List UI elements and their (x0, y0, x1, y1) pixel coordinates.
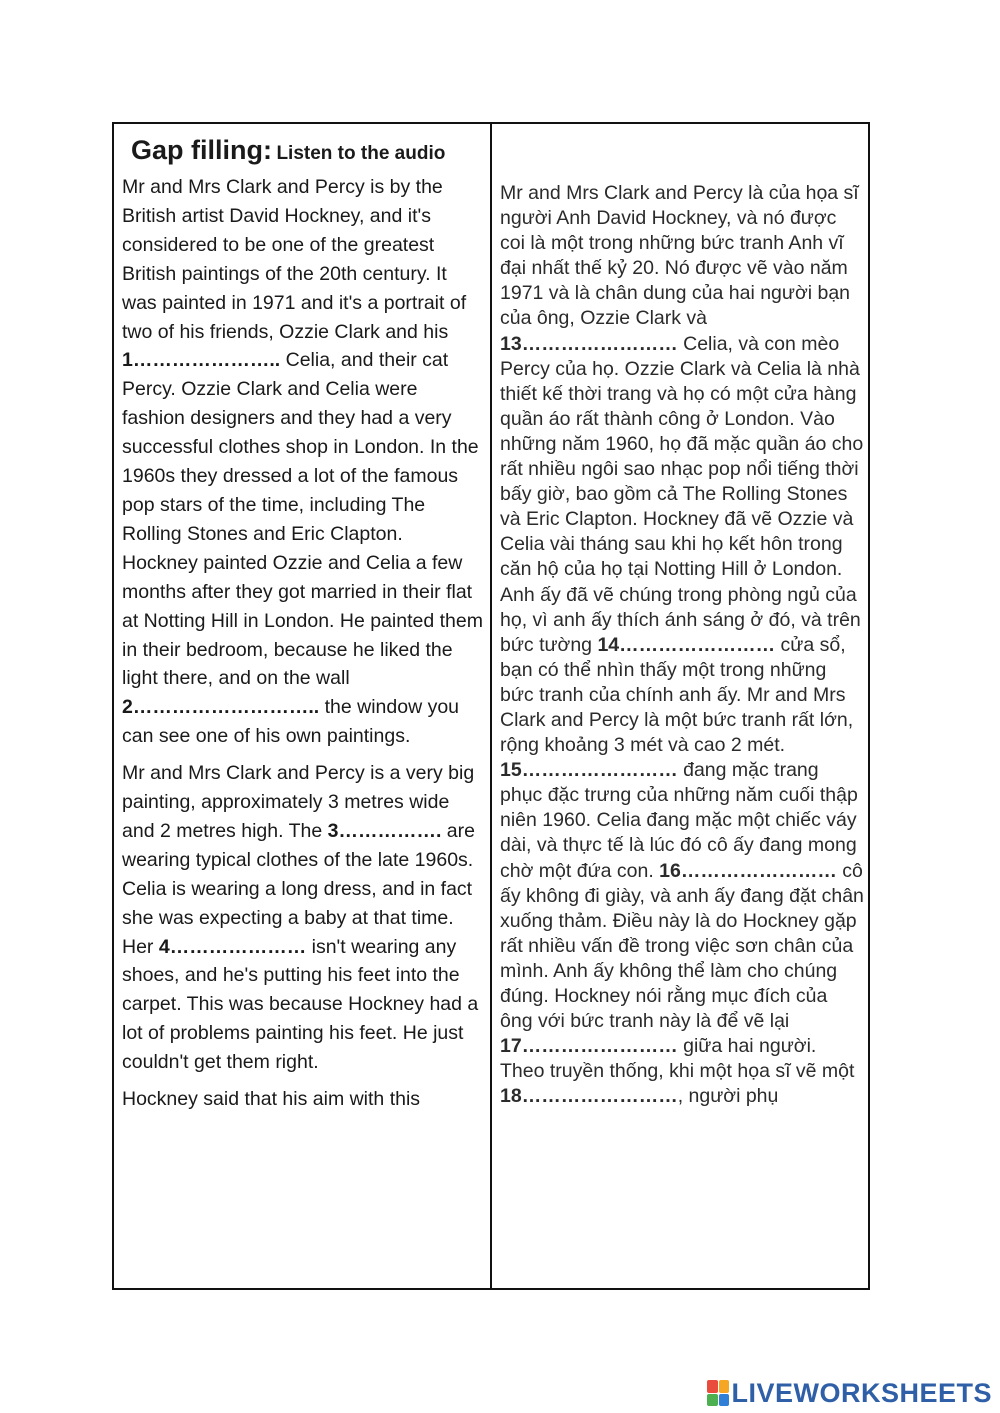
text-segment: Mr and Mrs Clark and Percy is a very big painting, approximately 3 metres wide and 2 metres high. The (122, 762, 475, 842)
logo-badge-icon (707, 1380, 729, 1406)
english-column (114, 124, 492, 1288)
worksheet-title (131, 134, 484, 171)
vietnamese-column (492, 124, 868, 1288)
text-segment: are wearing typical clothes of the late 1960s. Celia is wearing a long dress, and in fact she was expecting a baby at that time. Her (122, 819, 475, 958)
logo-text: LIVEWORKSHEETS (731, 1377, 992, 1408)
vietnamese-paragraph (500, 181, 864, 1109)
gap-2[interactable]: 2……………………….. (122, 696, 320, 719)
gap-3[interactable]: 3……………. (327, 819, 442, 842)
gap-16[interactable]: 16…………………… (659, 859, 837, 882)
text-segment: the window you can see one of his own paintings. (122, 696, 460, 748)
english-paragraph-2 (122, 759, 484, 1077)
english-paragraph-1 (122, 173, 484, 751)
gap-4[interactable]: 4………………… (158, 935, 307, 958)
text-segment: Celia, and their cat Percy. Ozzie Clark and Celia were fashion designers and they had a very successful clothes shop in London. In the 1960s they dressed a lot of the famous pop stars of the time, including The Rolling Stones and Eric Clapton. Hockney painted Ozzie and Celia a few months after they got married in their flat at Notting Hill in London. He painted them in their bedroom, because he liked the light there, and on the wall (122, 349, 483, 690)
text-segment: giữa hai người. Theo truyền thống, khi một họa sĩ vẽ một (500, 1035, 855, 1083)
gap-1[interactable]: 1………………….. (122, 349, 281, 372)
badge-block (707, 1380, 718, 1393)
badge-block (719, 1380, 730, 1393)
text-segment: isn't wearing any shoes, and he's putting his feet into the carpet. This was because Hockney had a lot of problems painting his feet. He just couldn't get them right. (122, 935, 479, 1074)
title-main: Gap filling: (131, 135, 272, 165)
gap-13[interactable]: 13…………………… (500, 332, 678, 355)
badge-block (707, 1394, 718, 1407)
text-segment: đang mặc trang phục đặc trưng của những năm cuối thập niên 1960. Celia đang mặc một chiếc váy dài, và thực tế là lúc đó cô ấy đang mong chờ một đứa con. (500, 759, 858, 882)
text-segment: cô ấy không đi giày, và anh ấy đang đặt chân xuống thảm. Điều này là do Hockney gặp rất nhiều vấn đề trong việc sơn chân của mình. Anh ấy không thể làm cho chúng đúng. Hockney nói rằng mục đích của ông với bức tranh này là để vẽ lại (500, 859, 864, 1033)
text-segment: Celia, và con mèo Percy của họ. Ozzie Clark và Celia là nhà thiết kế thời trang và họ có một cửa hàng quần áo rất thành công ở London. Vào những năm 1960, họ đã mặc quần áo cho rất nhiều ngôi sao nhạc pop nổi tiếng thời bấy giờ, bao gồm cả The Rolling Stones và Eric Clapton. Hockney đã vẽ Ozzie và Celia vài tháng sau khi họ kết hôn trong căn hộ của họ tại Notting Hill ở London. Anh ấy đã vẽ chúng trong phòng ngủ của họ, vì anh ấy thích ánh sáng ở đó, và trên bức tường (500, 332, 864, 656)
title-instruction: Listen to the audio (276, 143, 446, 164)
text-segment: Mr and Mrs Clark and Percy là của họa sĩ người Anh David Hockney, và nó được coi là một trong những bức tranh Anh vĩ đại nhất thế kỷ 20. Nó được vẽ vào năm 1971 và là chân dung của hai người bạn của ông, Ozzie Clark và (500, 182, 859, 330)
gap-14[interactable]: 14…………………… (597, 633, 776, 656)
gap-17[interactable]: 17…………………… (500, 1035, 678, 1058)
worksheet-table (112, 122, 870, 1290)
gap-15[interactable]: 15…………………… (500, 759, 678, 782)
liveworksheets-logo[interactable] (707, 1377, 992, 1409)
badge-block (719, 1394, 730, 1407)
text-segment: Mr and Mrs Clark and Percy is by the British artist David Hockney, and it's considered to be one of the greatest British paintings of the 20th century. It was painted in 1971 and it's a portrait of two of his friends, Ozzie Clark and his (122, 176, 467, 343)
text-segment: Hockney said that his aim with this (122, 1088, 421, 1111)
english-paragraph-3 (122, 1085, 484, 1114)
gap-18[interactable]: 18…………………… (500, 1085, 678, 1108)
text-segment: cửa sổ, bạn có thể nhìn thấy một trong những bức tranh của chính anh ấy. Mr and Mrs Clark and Percy là một bức tranh rất lớn, rộng khoảng 3 mét và cao 2 mét. (500, 633, 854, 757)
text-segment: , người phụ (677, 1085, 779, 1108)
